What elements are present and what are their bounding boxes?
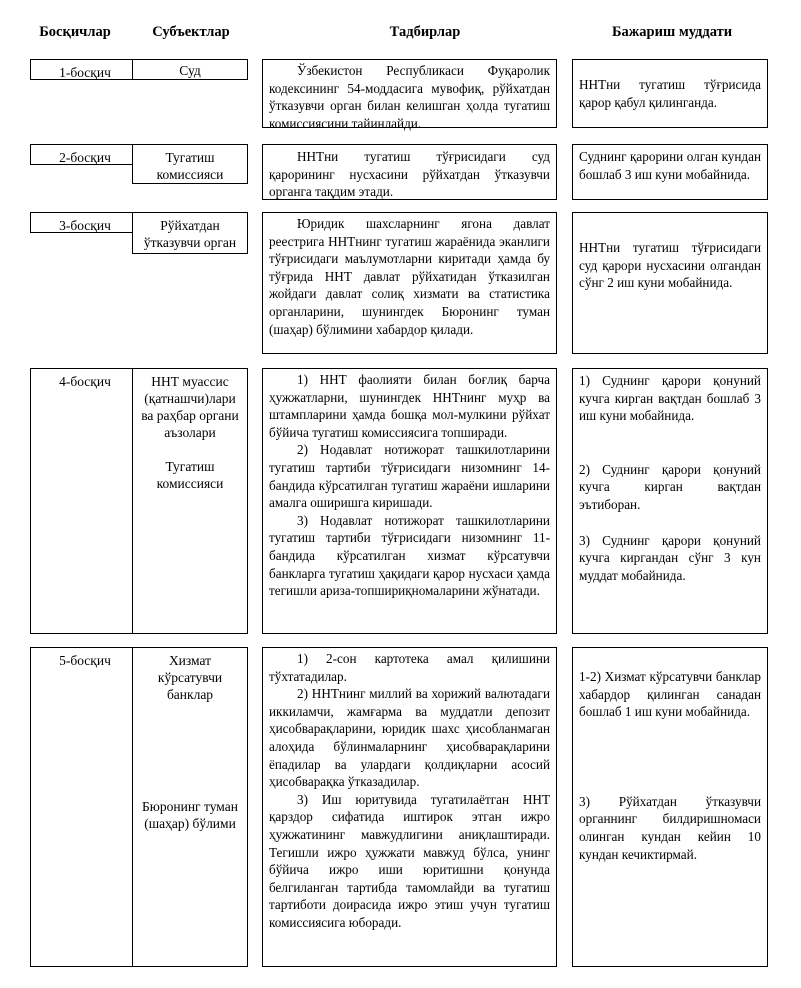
row4-deadline [572, 368, 768, 634]
row4-action-3: 3) Нодавлат нотижорат ташкилотларини тугатиш тартиби тўғрисидаги низомнинг 11-бандида кўрсатилган хизмат кўрсатувчи банкларга тугатиш ҳақидаги қарор нусхаси ҳамда тегишли ариза-топшириқномаларини жўнатади. [269, 512, 550, 599]
row2-subject-1: Тугатиш комиссияси [156, 150, 224, 182]
row5-action-2: 2) ННТнинг миллий ва хорижий валютадаги иккиламчи, жамғарма ва муддатли депозит ҳисобварақларини, юридик шахс ҳисобланмаган алоҳида бўлинмаларнинг ҳисобварақларини ёпадилар ва улардаги қолдиқларни асосий ҳисобварақка ўтказадилар. [269, 686, 550, 790]
row1-actions [262, 59, 557, 131]
row4-stage: 4-босқич [30, 368, 140, 634]
row5-deadline-1: 1-2) Хизмат кўрсатувчи банклар хабардор қилинган санадан бошлаб 1 иш куни мобайнида. [579, 669, 761, 720]
header-stages: Босқичлар [39, 24, 111, 40]
row4-subject-2: Тугатиш комиссияси [156, 459, 224, 491]
row2-action-1: ННТни тугатиш тўғрисидаги суд қарорининг нусхасини рўйхатдан ўтказувчи органга тақдим этади. [269, 149, 550, 200]
row5-stage: 5-босқич [30, 647, 140, 967]
header-deadline: Бажариш муддати [611, 24, 733, 40]
row5-subject-2: Бюронинг туман (шаҳар) бўлими [142, 799, 238, 831]
row3-subject [132, 212, 248, 254]
row1-stage: 1-босқич [30, 59, 140, 80]
row5-subject [132, 647, 248, 967]
row4-subject [132, 368, 248, 634]
row2-subject [132, 144, 248, 184]
header-subjects: Субъектлар [152, 24, 230, 40]
row1-subject [132, 59, 248, 80]
row4-action-2: 2) Нодавлат нотижорат ташкилотларини тугатиш тартиби тўғрисидаги низомнинг 14-бандида кўрсатилган тугатиш жараёни ишларини амалга оширишга киришади. [269, 442, 550, 511]
row1-subject-1: Суд [179, 63, 201, 78]
row4-subject-1: ННТ муассис (қатнашчи)лари ва раҳбар органи аъзолари [141, 374, 239, 440]
row1-deadline-1: ННТни тугатиш тўғрисида қарор қабул қилинганда. [579, 77, 761, 110]
row2-actions [262, 144, 557, 200]
row3-subject-1: Рўйхатдан ўтказувчи орган [143, 218, 237, 250]
row4-deadline-3: 3) Суднинг қарори қонуний кучга киргандан сўнг 3 кун муддат мобайнида. [579, 532, 761, 583]
row5-deadline [572, 647, 768, 967]
row3-actions [262, 212, 557, 354]
row5-actions [262, 647, 557, 967]
row2-deadline [572, 144, 768, 200]
row5-subject-1: Хизмат кўрсатувчи банклар [157, 653, 223, 702]
row2-deadline-1: Суднинг қарорини олган кундан бошлаб 3 иш куни мобайнида. [579, 149, 761, 182]
row5-action-1: 1) 2-сон картотека амал қилишини тўхтатадилар. [269, 651, 550, 684]
row1-deadline [572, 59, 768, 128]
row2-stage: 2-босқич [30, 144, 140, 165]
row4-deadline-2: 2) Суднинг қарори қонуний кучга кирган вақтдан эътиборан. [579, 461, 761, 512]
row4-action-1: 1) ННТ фаолияти билан боғлиқ барча ҳужжатларни, шунингдек ННТнинг муҳр ва штампларини ҳамда бошқа мол-мулкини рўйхат бўйича тугатиш комиссиясига топширади. [269, 372, 550, 440]
row3-deadline-1: ННТни тугатиш тўғрисидаги суд қарори нусхасини олгандан сўнг 2 иш куни мобайнида. [579, 240, 761, 291]
row5-action-3: 3) Иш юритувида тугатилаётган ННТ қарздор сифатида иштирок этган ижро ҳужжатининг мавжудлигини аниқлаштиради. Тегишли ижро ҳужжати мавжуд бўлса, унинг бўйича ижро иши юритишни қонунда белгиланган тартибда тамомлайди ва тугатиш тартиботи доирасида ижро этиш учун тугатиш комиссиясига юборади. [269, 791, 550, 930]
header-actions: Тадбирлар [389, 24, 461, 40]
row3-deadline [572, 212, 768, 354]
row3-stage: 3-босқич [30, 212, 140, 233]
row3-action-1: Юридик шахсларнинг ягона давлат реестрига ННТнинг тугатиш жараёнида эканлиги тўғрисидаги маълумотларни киритади ҳамда бу тўғрида ННТ давлат рўйхатидан ўтказилган жойдаги давлат солиқ хизмати ва статистика органларини, шунингдек Бюронинг туман (шаҳар) бўлимини хабардор қилади. [269, 216, 550, 337]
row5-deadline-2: 3) Рўйхатдан ўтказувчи органнинг билдиришномаси олинган кундан кейин 10 кундан кечиктирмай. [579, 793, 761, 862]
row4-actions [262, 368, 557, 634]
row4-deadline-1: 1) Суднинг қарори қонуний кучга кирган вақтдан бошлаб 3 иш куни мобайнида. [579, 373, 761, 424]
row1-action-1: Ўзбекистон Республикаси Фуқаролик кодексининг 54-моддасига мувофиқ, рўйхатдан ўтказувчи орган билан келишган ҳолда тугатиш комиссиясини тайинлайди. [269, 63, 550, 131]
